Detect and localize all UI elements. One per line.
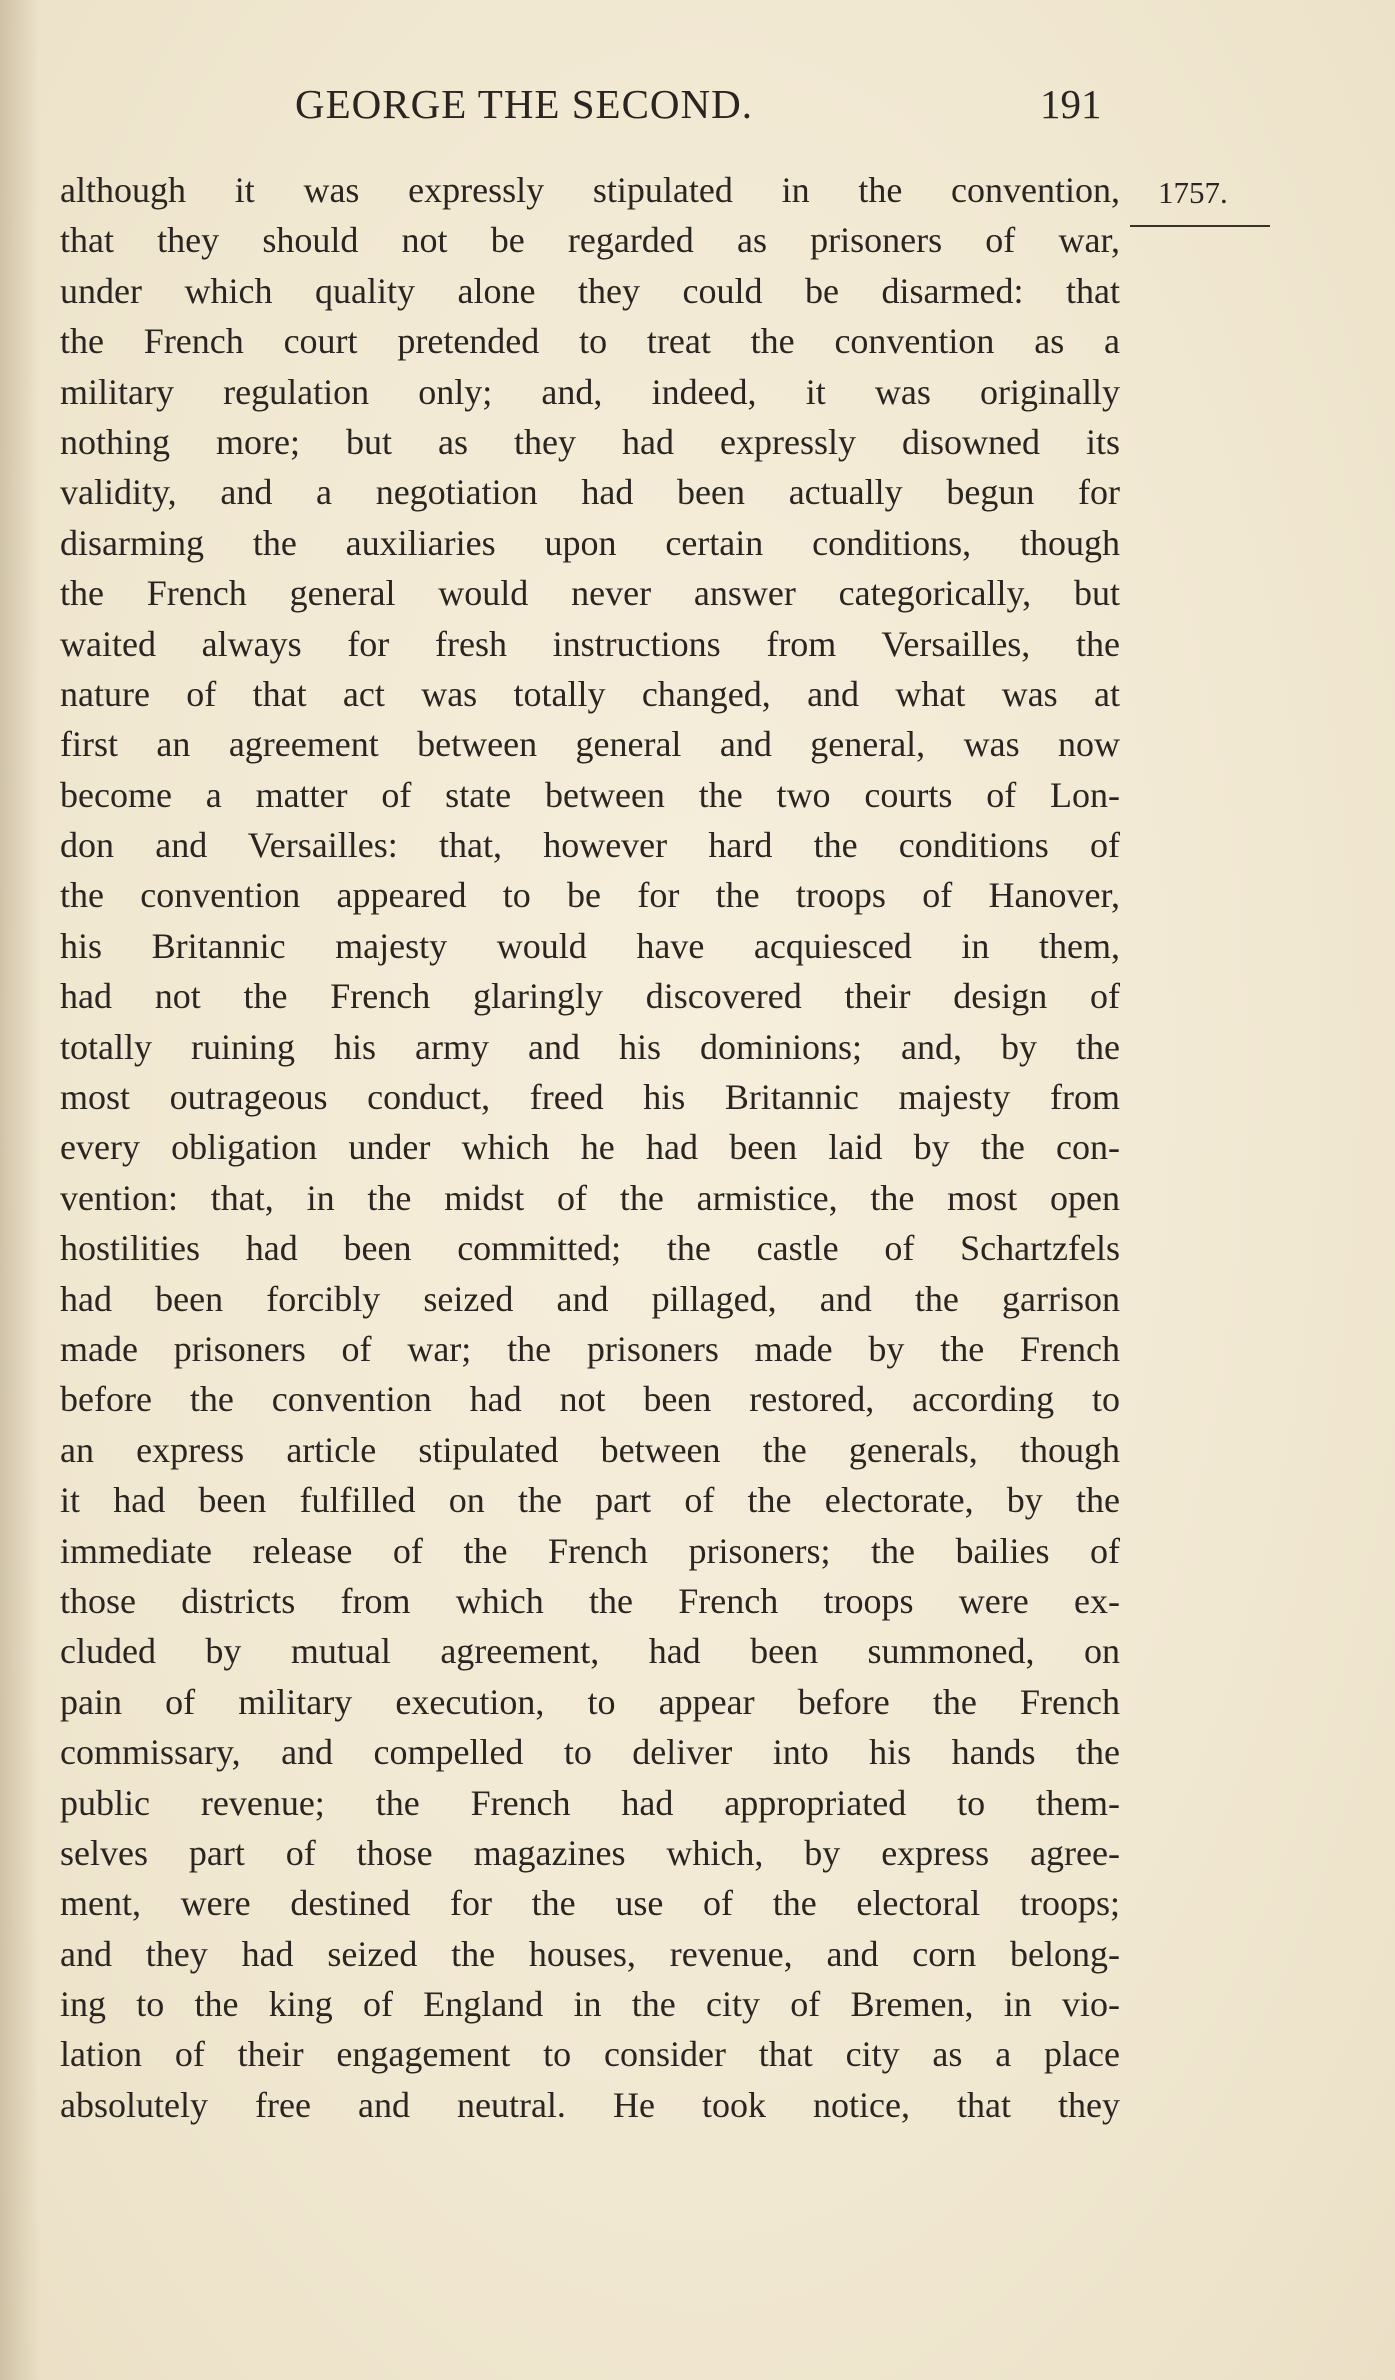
text-line: that they should not be regarded as prisoners of war,: [60, 220, 1120, 261]
text-line: ment, were destined for the use of the electoral troops;: [60, 1883, 1120, 1924]
text-line: immediate release of the French prisoners; the bailies of: [60, 1530, 1120, 1571]
text-line: military regulation only; and, indeed, it was originally: [60, 371, 1120, 412]
text-line: commissary, and compelled to deliver into his hands the: [60, 1732, 1120, 1773]
text-line: and they had seized the houses, revenue, and corn belong-: [60, 1933, 1120, 1974]
text-line: the French general would never answer categorically, but: [60, 573, 1120, 614]
text-line: his Britannic majesty would have acquiesced in them,: [60, 925, 1120, 966]
text-line: first an agreement between general and general, was now: [60, 724, 1120, 765]
text-line: the convention appeared to be for the troops of Hanover,: [60, 875, 1120, 916]
text-line: ing to the king of England in the city of Bremen, in vio-: [60, 1984, 1120, 2025]
text-line: under which quality alone they could be disarmed: that: [60, 270, 1120, 311]
text-line: although it was expressly stipulated in the convention,: [60, 170, 1120, 210]
margin-year-note: 1757.: [1158, 175, 1228, 210]
margin-rule: [1130, 225, 1270, 227]
text-line: cluded by mutual agreement, had been summoned, on: [60, 1631, 1120, 1672]
text-line: absolutely free and neutral. He took notice, that they: [60, 2084, 1120, 2125]
text-line: before the convention had not been restored, according to: [60, 1379, 1120, 1420]
text-line: it had been fulfilled on the part of the electorate, by the: [60, 1480, 1120, 1521]
text-line: lation of their engagement to consider that city as a place: [60, 2034, 1120, 2075]
text-line: validity, and a negotiation had been actually begun for: [60, 472, 1120, 513]
text-line: nothing more; but as they had expressly disowned its: [60, 421, 1120, 462]
text-line: an express article stipulated between the generals, though: [60, 1429, 1120, 1470]
running-head: [0, 80, 1395, 140]
text-line: had not the French glaringly discovered their design of: [60, 976, 1120, 1017]
text-line: disarming the auxiliaries upon certain conditions, though: [60, 522, 1120, 563]
text-line: those districts from which the French troops were ex-: [60, 1580, 1120, 1621]
gutter-shadow: [0, 0, 40, 2380]
text-line: totally ruining his army and his dominions; and, by the: [60, 1026, 1120, 1067]
text-line: waited always for fresh instructions from Versailles, the: [60, 623, 1120, 664]
text-line: nature of that act was totally changed, and what was at: [60, 673, 1120, 714]
text-line: hostilities had been committed; the castle of Schartzfels: [60, 1228, 1120, 1269]
text-line: selves part of those magazines which, by express agree-: [60, 1832, 1120, 1873]
text-line: pain of military execution, to appear before the French: [60, 1681, 1120, 1722]
text-line: vention: that, in the midst of the armistice, the most open: [60, 1177, 1120, 1218]
text-line: had been forcibly seized and pillaged, and the garrison: [60, 1278, 1120, 1319]
page-number: 191: [1040, 81, 1102, 127]
text-line: the French court pretended to treat the convention as a: [60, 321, 1120, 362]
body-text: [60, 165, 1120, 2130]
text-line: most outrageous conduct, freed his Britannic majesty from: [60, 1077, 1120, 1118]
text-line: public revenue; the French had appropriated to them-: [60, 1782, 1120, 1823]
text-line: made prisoners of war; the prisoners made by the French: [60, 1328, 1120, 1369]
text-line: become a matter of state between the two courts of Lon-: [60, 774, 1120, 815]
text-line: every obligation under which he had been laid by the con-: [60, 1127, 1120, 1168]
text-line: don and Versailles: that, however hard the conditions of: [60, 825, 1120, 866]
running-head-title: GEORGE THE SECOND.: [295, 81, 753, 127]
